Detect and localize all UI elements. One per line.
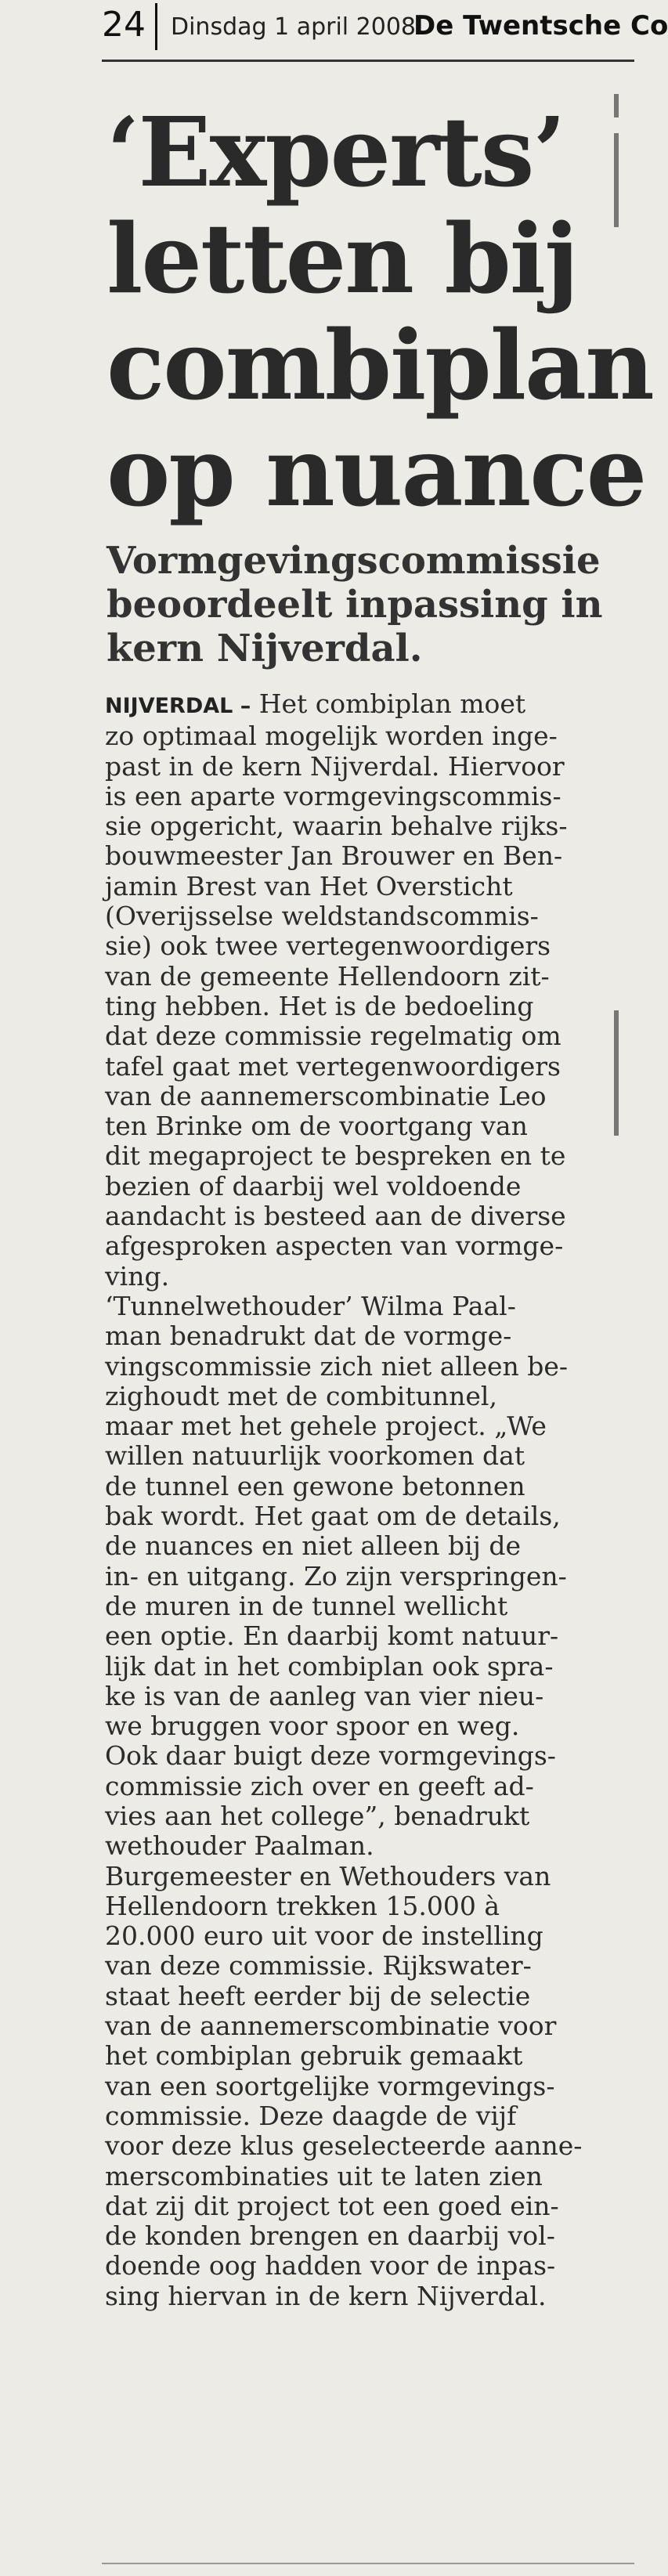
body-line (105, 872, 575, 901)
body-line (105, 1141, 575, 1171)
body-line (105, 1172, 575, 1201)
body-text: vies aan het college”, benadrukt (105, 1800, 530, 1831)
body-text: sie opgericht, waarin behalve rijks- (105, 811, 568, 842)
body-text: zighoudt met de combitunnel, (105, 1380, 497, 1411)
body-text: dit megaproject te bespreken en te (105, 1140, 566, 1172)
body-line (105, 1982, 575, 2011)
body-text: de tunnel een gewone betonnen (105, 1470, 525, 1501)
clipping-edge-mark (614, 94, 619, 117)
header-rule (102, 60, 634, 62)
body-line (105, 1231, 575, 1261)
body-text: sing hiervan in de kern Nijverdal. (105, 2280, 547, 2311)
body-text: aandacht is besteed aan de diverse (105, 1201, 566, 1232)
body-line (105, 2162, 575, 2191)
body-line (105, 1831, 575, 1861)
subheadline-line: Vormgevingscommissie (107, 539, 601, 583)
body-text: we bruggen voor spoor en weg. (105, 1711, 520, 1742)
body-text: commissie. Deze daagde de vijf (105, 2100, 517, 2131)
body-line (105, 2011, 575, 2041)
body-line (105, 1951, 575, 1981)
body-text: ten Brinke om de voortgang van (105, 1111, 528, 1142)
body-line (105, 1652, 575, 1682)
body-line (105, 2221, 575, 2251)
body-line (105, 2041, 575, 2071)
body-text: (Overijsselse weldstandscommis- (105, 901, 539, 932)
body-line (105, 1711, 575, 1741)
subheadline-line: kern Nijverdal. (107, 627, 423, 670)
body-text: van een soortgelijke vormgevings- (105, 2070, 555, 2101)
subheadline-line: beoordeelt inpassing in (107, 583, 603, 627)
body-text: wethouder Paalman. (105, 1830, 374, 1862)
article-body (105, 688, 583, 2311)
body-text: ting hebben. Het is de bedoeling (105, 990, 534, 1021)
page-number: 24 (102, 5, 146, 45)
body-line (105, 1921, 575, 1951)
body-text: jamin Brest van Het Oversticht (105, 870, 513, 901)
body-text: is een aparte vormgevingscommis- (105, 780, 561, 811)
body-line (105, 962, 575, 992)
body-text: sie) ook twee vertegenwoordigers (105, 930, 551, 962)
body-text: het combiplan gebruik gemaakt (105, 2040, 523, 2072)
body-text: de muren in de tunnel wellicht (105, 1590, 508, 1621)
subheadline (107, 539, 608, 670)
dateline: NIJVERDAL – (105, 694, 251, 718)
body-text: dat zij dit project tot een goed ein- (105, 2190, 559, 2221)
body-text: tafel gaat met vertegenwoordigers (105, 1050, 561, 1082)
body-text: van deze commissie. Rijkswater- (105, 1950, 532, 1982)
body-line (105, 752, 575, 782)
body-line (105, 1531, 575, 1561)
newspaper-name: De Twentsche Co (413, 10, 668, 42)
body-text: Burgemeester en Wethouders van (105, 1860, 551, 1891)
body-line (105, 689, 575, 721)
body-text: dat deze commissie regelmatig om (105, 1021, 561, 1052)
body-text: vingscommissie zich niet alleen be- (105, 1350, 569, 1382)
body-text: lijk dat in het combiplan ook spra- (105, 1650, 554, 1682)
clipping-edge-mark (614, 1010, 619, 1136)
body-text: staat heeft eerder bij de selectie (105, 1980, 531, 2011)
body-text: van de aannemerscombinatie Leo (105, 1080, 547, 1111)
body-line (105, 931, 575, 961)
body-text: voor deze klus geselecteerde aanne- (105, 2130, 583, 2162)
body-line (105, 1201, 575, 1231)
body-text: de nuances en niet alleen bij de (105, 1530, 522, 1562)
body-line (105, 1052, 575, 1082)
headline-line: op nuance (107, 415, 646, 528)
headline-line: letten bij (107, 202, 578, 315)
body-text: past in de kern Nijverdal. Hiervoor (105, 750, 565, 782)
body-text: bouwmeester Jan Brouwer en Ben- (105, 840, 563, 872)
page-header (102, 0, 668, 55)
body-text: de konden brengen en daarbij vol- (105, 2220, 555, 2252)
body-line (105, 2251, 575, 2281)
header-separator (155, 3, 157, 50)
body-line (105, 1411, 575, 1441)
body-text: doende oog hadden voor de inpas- (105, 2250, 556, 2282)
body-text: Het combiplan moet (258, 688, 526, 719)
body-line (105, 782, 575, 811)
body-text: man benadrukt dat de vormge- (105, 1321, 512, 1352)
body-line (105, 1111, 575, 1141)
body-text: ke is van de aanleg van vier nieu- (105, 1680, 544, 1711)
body-line (105, 721, 575, 751)
body-text: Hellendoorn trekken 15.000 à (105, 1890, 500, 1921)
body-line (105, 1082, 575, 1111)
body-line (105, 1501, 575, 1531)
body-line (105, 841, 575, 871)
body-line (105, 1621, 575, 1651)
body-line (105, 1472, 575, 1501)
body-text: afgesproken aspecten van vormge- (105, 1230, 564, 1262)
body-line (105, 901, 575, 931)
body-text: 20.000 euro uit voor de instelling (105, 1920, 543, 1952)
body-line (105, 2191, 575, 2221)
body-line (105, 1321, 575, 1351)
body-text: in- en uitgang. Zo zijn verspringen- (105, 1560, 567, 1591)
body-line (105, 1021, 575, 1051)
body-line (105, 811, 575, 841)
body-line (105, 1292, 575, 1321)
issue-date: Dinsdag 1 april 2008 (171, 13, 417, 41)
body-line (105, 1352, 575, 1382)
body-line (105, 1382, 575, 1411)
bottom-rule (102, 2563, 634, 2564)
body-line (105, 1591, 575, 1621)
body-line (105, 1562, 575, 1591)
body-line (105, 1682, 575, 1711)
body-text: willen natuurlijk voorkomen dat (105, 1440, 525, 1472)
body-line (105, 1772, 575, 1801)
body-line (105, 1862, 575, 1891)
body-text: bak wordt. Het gaat om de details, (105, 1501, 561, 1532)
body-line (105, 1441, 575, 1471)
body-text: bezien of daarbij wel voldoende (105, 1170, 522, 1201)
body-line (105, 2072, 575, 2101)
body-line (105, 992, 575, 1021)
body-line (105, 1801, 575, 1831)
headline-line: combiplan (107, 309, 653, 421)
headline (107, 96, 653, 528)
body-line (105, 1262, 575, 1292)
headline-line: ‘Experts’ (107, 96, 565, 208)
body-line (105, 1741, 575, 1771)
body-text: van de gemeente Hellendoorn zit- (105, 960, 550, 992)
body-text: Ook daar buigt deze vormgevings- (105, 1740, 556, 1772)
body-line (105, 2130, 583, 2162)
body-line (105, 2282, 575, 2311)
body-text: zo optimaal mogelijk worden inge- (105, 721, 558, 752)
body-text: maar met het gehele project. „We (105, 1411, 547, 1442)
clipping-edge-mark (614, 133, 619, 227)
body-text: een optie. En daarbij komt natuur- (105, 1620, 559, 1652)
body-text: commissie zich over en geeft ad- (105, 1770, 534, 1801)
body-text: van de aannemerscombinatie voor (105, 2011, 557, 2042)
body-text: ‘Tunnelwethouder’ Wilma Paal- (105, 1290, 516, 1321)
body-text: ving. (105, 1260, 170, 1292)
body-line (105, 2101, 575, 2131)
body-line (105, 1891, 575, 1921)
body-text: merscombinaties uit te laten zien (105, 2160, 543, 2191)
